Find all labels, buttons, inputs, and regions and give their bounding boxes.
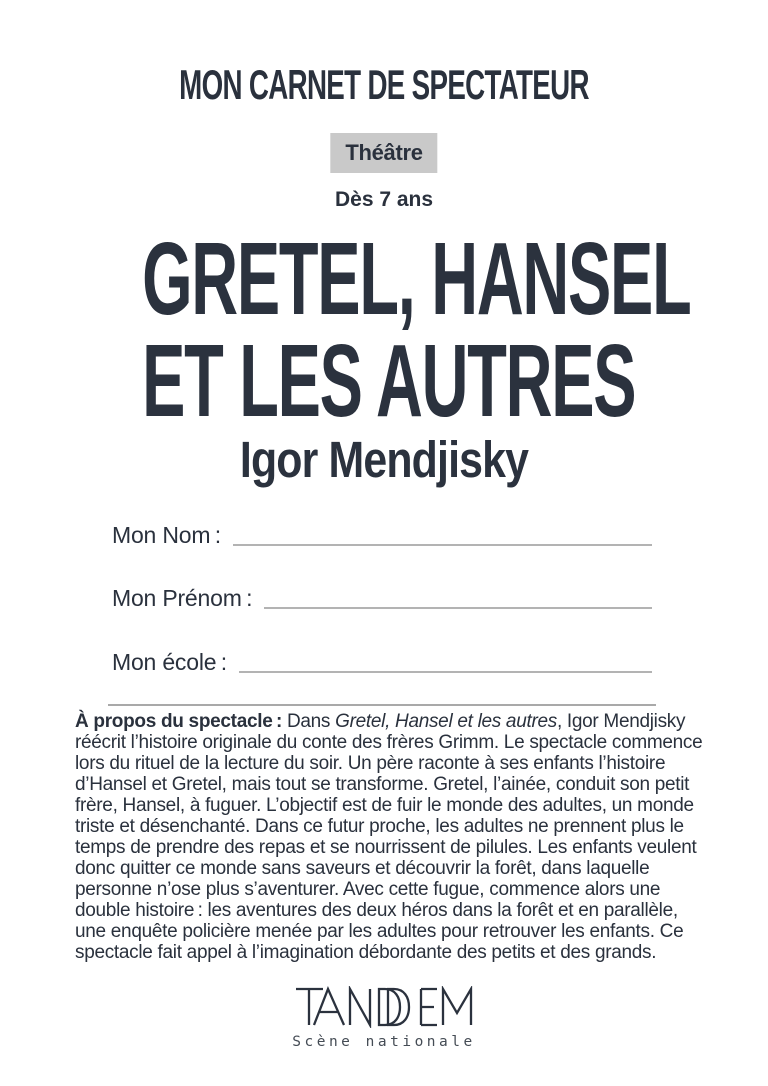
tandem-logo xyxy=(0,986,768,1050)
logo-letter-a xyxy=(314,989,344,1025)
form-row-prenom xyxy=(112,582,652,612)
about-lead: Dans xyxy=(282,711,336,732)
logo-letter-t xyxy=(296,989,323,1025)
show-title-line2: ET LES AUTRES xyxy=(142,322,636,438)
logo-letter-d-outer xyxy=(379,989,400,1025)
logo-letter-e xyxy=(421,989,437,1025)
show-title xyxy=(0,221,768,438)
about-body: , Igor Mendjisky réécrit l’histoire originale du conte des frères Grimm. Le spectacle commence lors du rituel de la lecture du soir. Un père raconte à ses enfants l’histoire d’Hansel et Gretel, mais tout se transforme. Gretel, l’ainée, conduit son petit frère, Hansel, à fuguer. L’objectif est de fuir le monde des adultes, un monde triste et désenchanté. Dans ce futur proche, les adultes ne prennent plus le temps de prendre des repas et se nourrissent de pilules. Les enfants veulent donc quitter ce monde sans saveurs et découvrir la forêt, dans laquelle personne n’ose plus s’aventurer. Avec cette fugue, commence alors une double histoire : les aventures des deux héros dans la forêt et en parallèle, une enquête policière menée par les adultes pour retrouver les enfants. Ce spectacle fait appel à l’imagination débordante des petits et des grands. xyxy=(75,711,703,963)
logo-letter-m xyxy=(443,989,471,1025)
about-show-title-italic: Gretel, Hansel et les autres xyxy=(335,711,557,732)
tandem-logo-mark xyxy=(295,986,473,1028)
ecole-label: Mon école : xyxy=(112,649,227,675)
ecole-write-line[interactable] xyxy=(239,671,652,673)
form-row-ecole xyxy=(112,646,652,676)
logo-letter-n xyxy=(350,989,370,1025)
about-label: À propos du spectacle : xyxy=(75,711,282,732)
logo-letter-d-inner xyxy=(388,989,409,1025)
prenom-write-line[interactable] xyxy=(264,607,652,609)
show-title-line1: GRETEL, HANSEL xyxy=(142,221,691,336)
prenom-label: Mon Prénom : xyxy=(112,585,253,611)
section-divider xyxy=(108,704,656,706)
genre-badge-label: Théâtre xyxy=(345,140,423,165)
page-title: MON CARNET DE SPECTATEUR xyxy=(179,61,589,108)
author-name: Igor Mendjisky xyxy=(239,431,529,488)
about-paragraph xyxy=(75,711,703,963)
form-row-nom xyxy=(112,519,652,549)
logo-tagline: Scène nationale xyxy=(292,1034,476,1050)
genre-badge xyxy=(330,133,437,173)
nom-label: Mon Nom : xyxy=(112,522,221,548)
age-recommendation: Dès 7 ans xyxy=(334,188,434,211)
nom-write-line[interactable] xyxy=(233,544,652,546)
